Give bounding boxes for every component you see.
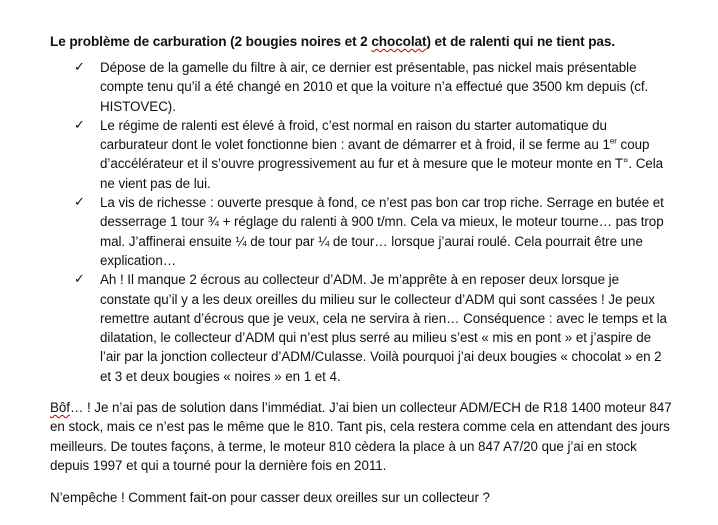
list-item — [0, 116, 718, 193]
document-heading — [50, 34, 615, 49]
paragraph-conclusion — [50, 398, 672, 475]
paragraph-question: N’empêche ! Comment fait-on pour casser deux oreilles sur un collecteur ? — [50, 490, 490, 505]
list-item-text — [100, 116, 670, 193]
checklist — [0, 58, 718, 386]
list-item-text: Dépose de la gamelle du filtre à air, ce dernier est présentable, pas nickel mais présentable compte tenu qu’il a été changé en 2010 et que la voiture n’a effectué que 3500 km depuis (cf. HISTOVEC). — [100, 60, 649, 114]
list-item-text-end: coup d’accélérateur et il s’ouvre progressivement au fur et à mesure que le moteur monte en T°. Cela ne vient pas de lui. — [100, 137, 664, 191]
spellcheck-word: Bôf — [50, 400, 70, 415]
checkmark-icon: ✓ — [74, 60, 85, 75]
list-item — [0, 193, 718, 270]
list-item-text-start: Le régime de ralenti est élevé à froid, c’est normal en raison du starter automatique du carburateur dont le volet fonctionne bien : avant de démarrer et à froid, il se ferme au 1 — [100, 117, 610, 153]
list-item — [0, 270, 718, 386]
checkmark-icon: ✓ — [74, 272, 85, 288]
heading-text-end: ) et de ralenti qui ne tient pas. — [426, 34, 615, 49]
list-item-text: Ah ! Il manque 2 écrous au collecteur d’ADM. Je m’apprête à en reposer deux lorsque je constate qu’il y a les deux oreilles du milieu sur le collecteur d’ADM qui sont cassées ! Je peux remettre autant d’écrous que je veux, cela ne servira à rien… Conséquence : avec le temps et la dilatation, le collecteur d’ADM qui n’est plus serré au milieu s’est « mis en pont » et j’aspire de l’air par la jonction collecteur d’ADM/Culasse. Voilà pourquoi j’ai deux bougies « chocolat » en 2 et 3 et deux bougies « noires » en 1 et 4. — [100, 272, 667, 384]
superscript-er: er — [609, 136, 617, 146]
list-item-text: La vis de richesse : ouverte presque à fond, ce n’est pas bon car trop riche. Serrage en butée et desserrage 1 tour ¾ + réglage du ralenti à 900 t/mn. Cela va mieux, le moteur tourne… pas trop mal. J’affinerai ensuite ¼ de tour par ¼ de tour… lorsque j’aurai roulé. Cela pourrait être une explication… — [100, 195, 664, 268]
list-item — [0, 58, 718, 116]
paragraph-conclusion-text: … ! Je n’ai pas de solution dans l’immédiat. J’ai bien un collecteur ADM/ECH de R18 1400 moteur 847 en stock, mais ce n’est pas le même que le 810. Tant pis, cela restera comme cela en attendant des jours meilleurs. De toutes façons, à terme, le moteur 810 cèdera la place à un 847 A7/20 que j’ai en stock depuis 1997 et qui a tourné pour la dernière fois en 2011. — [50, 400, 672, 473]
checkmark-icon: ✓ — [74, 195, 85, 211]
heading-underlined-word: chocolat — [371, 34, 427, 49]
heading-text-start: Le problème de carburation (2 bougies noires et 2 — [50, 34, 372, 49]
checkmark-icon: ✓ — [74, 117, 85, 133]
